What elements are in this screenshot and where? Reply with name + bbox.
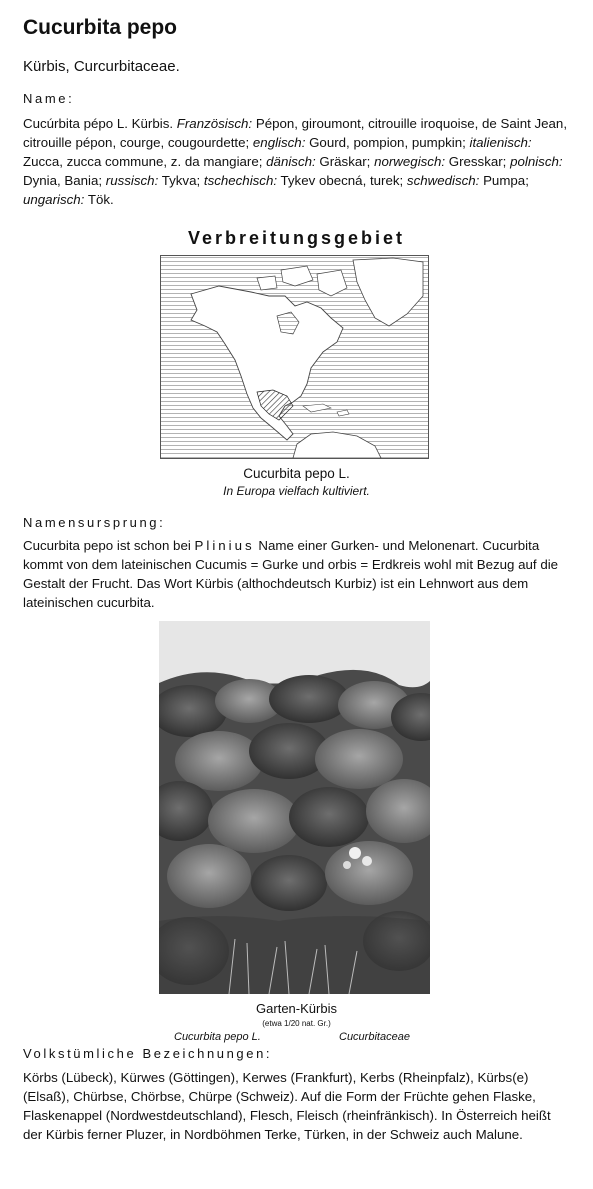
photo-family: Cucurbitaceae xyxy=(339,1031,410,1043)
language-translation: Tök. xyxy=(87,192,114,207)
language-label: russisch: xyxy=(105,173,159,188)
page-subtitle: Kürbis, Curcurbitaceae. xyxy=(23,58,180,75)
folk-names-paragraph: Körbs (Lübeck), Kürwes (Göttingen), Kerwes (Frankfurt), Kerbs (Rheinpfalz), Kürbs(e) (Elsaß), Chürbse, Chörbse, Chürpe (Schweiz). Auf die Form der Früchte gehen Flaske, Flaskenappel (Nordwestdeutschland), Flesch, Fleisch (rheinfränkisch). In Österreich heißt der Kürbis ferner Pluzer, in Nordböhmen Terke, Türken, in der Schweiz auch Malune. xyxy=(23,1070,551,1142)
language-translation: Tykev obecná, turek; xyxy=(280,173,404,188)
origin-text-after: Name einer Gurken- und Melonenart. Cucurbita kommt von dem lateinischen Cucumis = Gurke und orbis = Erdkreis wohl mit Bezug auf die Gestalt der Frucht. Das Wort Kürbis (althochdeutsch Kurbiz) ist ein Lehnwort aus dem lateinischen cucurbita. xyxy=(23,538,559,610)
origin-paragraph xyxy=(23,536,568,612)
language-label: englisch: xyxy=(252,135,306,150)
pumpkin-photo xyxy=(159,621,430,994)
language-label: ungarisch: xyxy=(23,192,85,207)
distribution-map xyxy=(160,255,429,459)
language-label: norwegisch: xyxy=(374,154,446,169)
language-translation: Gourd, pompion, pumpkin; xyxy=(309,135,466,150)
language-translation: Dynia, Bania; xyxy=(23,173,103,188)
distribution-heading: Verbreitungsgebiet xyxy=(187,228,406,248)
language-translation: Gräskar; xyxy=(319,154,371,169)
language-label: italienisch: xyxy=(469,135,532,150)
language-translation: Gresskar; xyxy=(448,154,507,169)
photo-caption: Garten-Kürbis xyxy=(256,1001,337,1016)
page-title: Cucurbita pepo xyxy=(23,16,178,39)
name-heading: Name: xyxy=(23,91,75,106)
language-label: tschechisch: xyxy=(203,173,278,188)
map-caption: Cucurbita pepo L. xyxy=(243,466,350,481)
author-name: Plinius xyxy=(194,538,255,553)
origin-heading: Namensursprung: xyxy=(23,515,166,530)
photo-species: Cucurbita pepo L. xyxy=(174,1031,261,1043)
language-label: polnisch: xyxy=(510,154,563,169)
language-translation: Pépon, giroumont, citrouille iroquoise, de Saint Jean, citrouille pépon, courge, cougourdette; xyxy=(23,116,568,150)
map-note: In Europa vielfach kultiviert. xyxy=(223,484,370,498)
language-translation: Tykva; xyxy=(161,173,201,188)
language-label: Französisch: xyxy=(176,116,253,131)
name-paragraph xyxy=(23,114,568,209)
pumpkin-photo-graphic xyxy=(159,621,430,994)
photo-scale: (etwa 1/20 nat. Gr.) xyxy=(262,1019,331,1028)
botanical-name: Cucúrbita pépo L. Kürbis. xyxy=(23,116,174,131)
language-translation: Zucca, zucca commune, z. da mangiare; xyxy=(23,154,263,169)
map-graphic xyxy=(161,256,428,458)
language-translation: Pumpa; xyxy=(483,173,529,188)
origin-text-before: Cucurbita pepo ist schon bei xyxy=(23,538,191,553)
language-label: schwedisch: xyxy=(406,173,480,188)
folk-names-heading: Volkstümliche Bezeichnungen: xyxy=(23,1046,273,1061)
language-label: dänisch: xyxy=(266,154,316,169)
